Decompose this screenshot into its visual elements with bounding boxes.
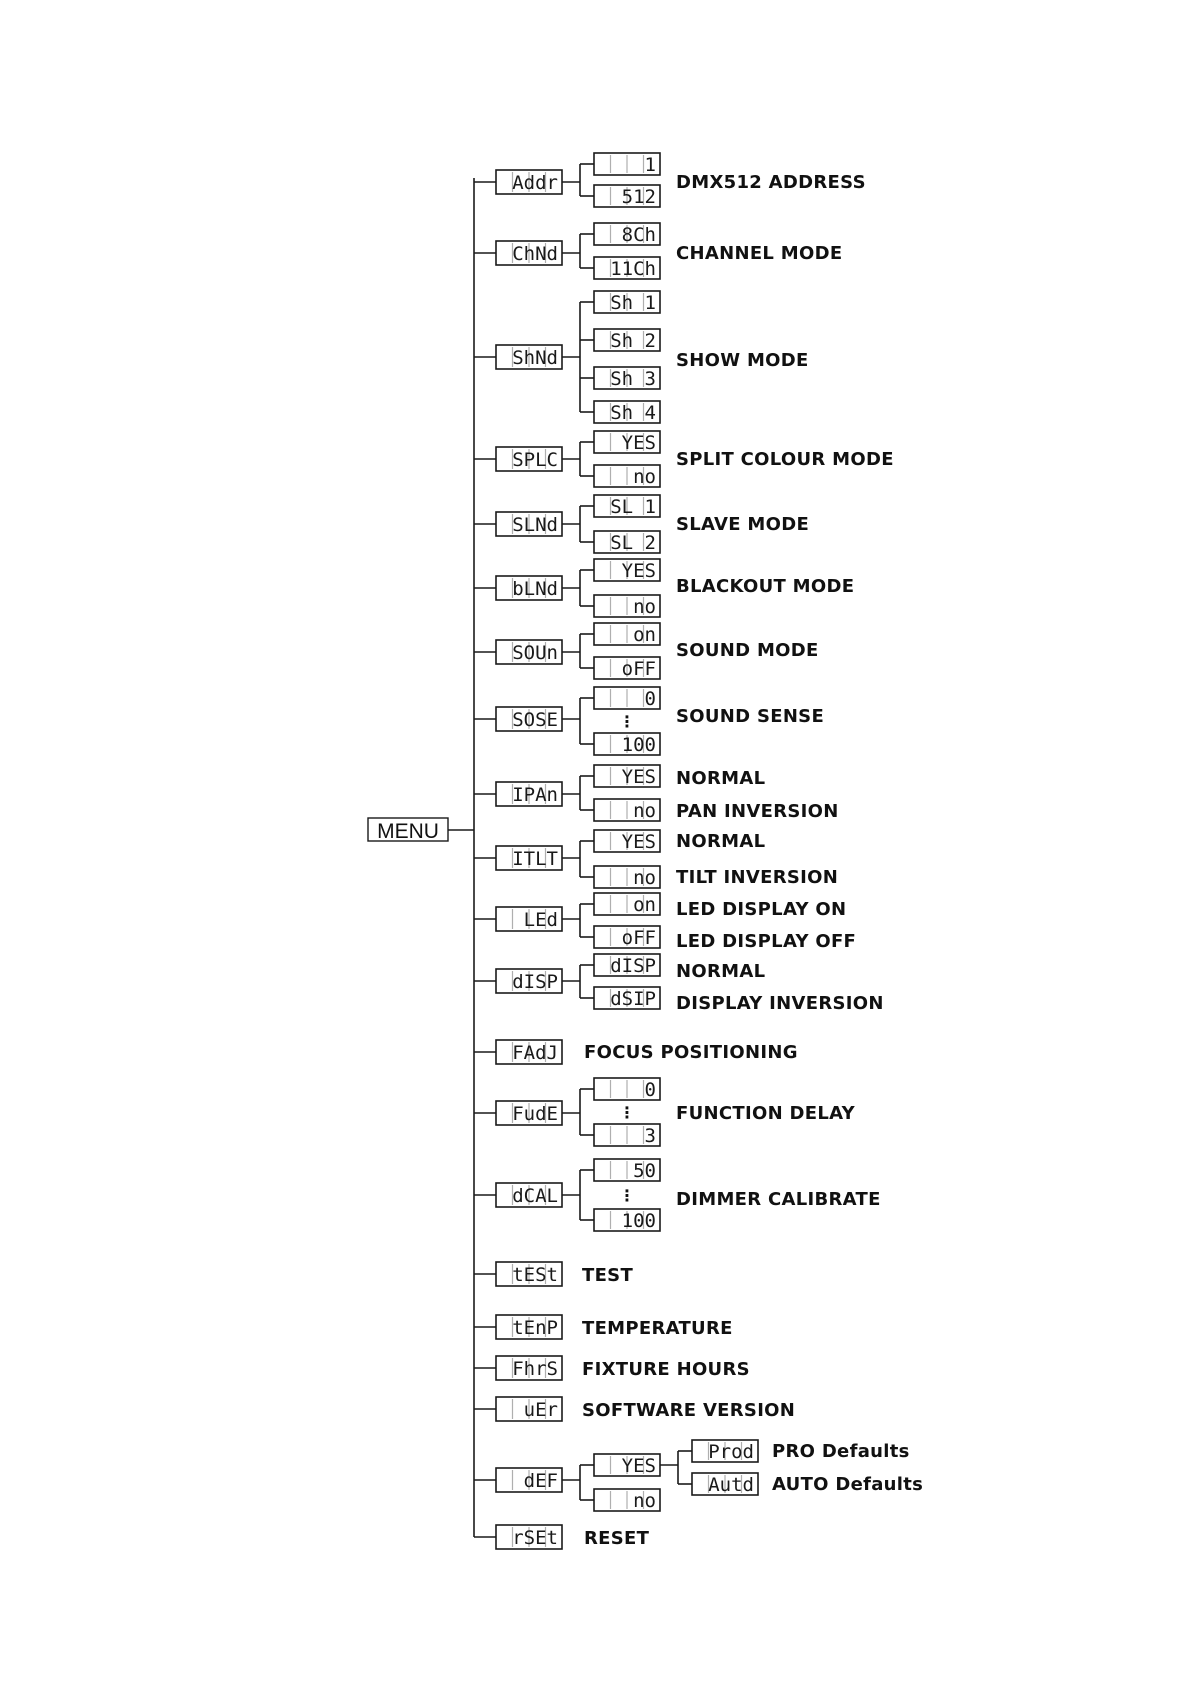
menu-code-display-text: ChNd	[512, 243, 558, 265]
option-display-text: no	[633, 1490, 656, 1512]
menu-code-display	[496, 1356, 562, 1380]
menu-item-chnd	[474, 223, 842, 280]
option-label: DMX512 ADDRESS	[676, 172, 866, 193]
option-display	[594, 531, 660, 554]
menu-code-display	[496, 1468, 562, 1492]
menu-item-blnd	[474, 559, 854, 618]
menu-code-display	[496, 969, 562, 993]
menu-item-fadj	[474, 1040, 798, 1064]
menu-item-dcal	[474, 1159, 881, 1232]
option-label: SPLIT COLOUR MODE	[676, 449, 894, 470]
menu-code-display	[496, 241, 562, 265]
option-display	[594, 559, 660, 582]
option-display-text: Sh 3	[610, 368, 656, 390]
option-label: DISPLAY INVERSION	[676, 993, 884, 1014]
option-label: NORMAL	[676, 768, 766, 789]
option-label: LED DISPLAY OFF	[676, 931, 857, 952]
option-display	[594, 329, 660, 352]
menu-item-uer	[474, 1397, 795, 1421]
menu-item-shnd	[474, 291, 809, 424]
option-label: RESET	[584, 1528, 650, 1549]
option-label: CHANNEL MODE	[676, 243, 843, 264]
menu-code-display	[496, 170, 562, 194]
option-label: TEMPERATURE	[582, 1318, 733, 1339]
option-display	[594, 1209, 660, 1232]
option-display	[594, 1454, 660, 1477]
option-display-text: no	[633, 596, 656, 618]
option-display-text: on	[633, 894, 656, 916]
option-display-text: oFF	[621, 927, 656, 949]
option-display	[594, 185, 660, 208]
menu-code-display-text: dEF	[523, 1470, 558, 1492]
option-label: FOCUS POSITIONING	[584, 1042, 798, 1063]
option-label: AUTO Defaults	[772, 1474, 924, 1495]
option-display-text: 50	[633, 1160, 656, 1182]
sub-option-display-text: Prod	[708, 1441, 754, 1463]
menu-items	[474, 153, 923, 1549]
sub-option-display-text: Autd	[708, 1474, 754, 1496]
option-display-text: dSIP	[610, 988, 656, 1010]
menu-code-display	[496, 576, 562, 600]
menu-item-fhrs	[474, 1356, 750, 1380]
option-display-text: 0	[644, 1079, 656, 1101]
menu-code-display-text: FudE	[512, 1103, 558, 1125]
option-display-text: YES	[621, 1455, 656, 1477]
menu-item-fude	[474, 1078, 856, 1147]
menu-item-test	[474, 1262, 633, 1286]
menu-code-display	[496, 1040, 562, 1064]
option-label: SOFTWARE VERSION	[582, 1400, 796, 1421]
menu-code-display	[496, 907, 562, 931]
menu-code-display-text: tESt	[512, 1264, 558, 1286]
menu-item-tenp	[474, 1315, 733, 1339]
option-display-text: no	[633, 466, 656, 488]
option-display	[594, 926, 660, 949]
option-label: SOUND MODE	[676, 640, 819, 661]
menu-code-display-text: tEnP	[512, 1317, 558, 1339]
option-display	[594, 987, 660, 1010]
menu-code-display-text: dCAL	[512, 1185, 558, 1207]
option-display-text: 512	[621, 186, 656, 208]
range-dots: ⋮	[619, 1103, 635, 1122]
option-display	[594, 866, 660, 889]
option-label: TILT INVERSION	[676, 867, 839, 888]
menu-code-display	[496, 707, 562, 731]
menu-item-addr	[474, 153, 866, 208]
menu-code-display-text: FhrS	[512, 1358, 558, 1380]
menu-code-display-text: rSEt	[512, 1527, 558, 1549]
option-display	[594, 1489, 660, 1512]
menu-code-display	[496, 782, 562, 806]
menu-code-display-text: SPLC	[512, 449, 558, 471]
menu-code-display-text: IPAn	[512, 784, 558, 806]
option-display	[594, 367, 660, 390]
menu-item-rset	[474, 1525, 650, 1549]
option-label: PAN INVERSION	[676, 801, 839, 822]
option-label: SLAVE MODE	[676, 514, 810, 535]
option-label: SOUND SENSE	[676, 706, 825, 727]
menu-item-soun	[474, 623, 819, 680]
option-display-text: YES	[621, 432, 656, 454]
menu-root	[368, 178, 474, 1537]
option-display	[594, 595, 660, 618]
option-display	[594, 153, 660, 176]
menu-code-display-text: SOSE	[512, 709, 558, 731]
menu-code-display	[496, 447, 562, 471]
menu-item-sose	[474, 687, 824, 756]
option-display	[594, 893, 660, 916]
menu-item-slnd	[474, 495, 809, 554]
menu-item-itlt	[474, 830, 838, 889]
option-display	[594, 830, 660, 853]
option-display	[594, 431, 660, 454]
option-label: FIXTURE HOURS	[582, 1359, 750, 1380]
menu-code-display	[496, 1397, 562, 1421]
option-display-text: SL 1	[610, 496, 656, 518]
option-display-text: Sh 4	[610, 402, 656, 424]
menu-code-display	[496, 1183, 562, 1207]
option-display	[594, 495, 660, 518]
option-display	[594, 223, 660, 246]
range-dots: ⋮	[619, 1186, 635, 1205]
menu-code-display-text: uEr	[523, 1399, 558, 1421]
option-label: NORMAL	[676, 831, 766, 852]
option-display	[594, 687, 660, 710]
menu-item-splc	[474, 431, 894, 488]
option-display-text: oFF	[621, 658, 656, 680]
menu-code-display	[496, 640, 562, 664]
option-display-text: YES	[621, 560, 656, 582]
menu-code-display	[496, 1101, 562, 1125]
option-label: SHOW MODE	[676, 350, 809, 371]
menu-code-display	[496, 345, 562, 369]
option-display-text: Sh 1	[610, 292, 656, 314]
menu-code-display-text: Addr	[512, 172, 558, 194]
option-label: PRO Defaults	[772, 1441, 910, 1462]
sub-option-display	[692, 1473, 758, 1496]
option-display	[594, 291, 660, 314]
menu-code-display-text: ShNd	[512, 347, 558, 369]
menu-code-display-text: dISP	[512, 971, 558, 993]
menu-code-display-text: FAdJ	[512, 1042, 558, 1064]
menu-code-display-text: SOUn	[512, 642, 558, 664]
option-display-text: 100	[621, 1210, 656, 1232]
option-label: LED DISPLAY ON	[676, 899, 847, 920]
option-display	[594, 733, 660, 756]
menu-item-led	[474, 893, 856, 952]
menu-code-display	[496, 1525, 562, 1549]
menu-code-display	[496, 1315, 562, 1339]
option-display-text: Sh 2	[610, 330, 656, 352]
option-display-text: YES	[621, 766, 656, 788]
option-display	[594, 1078, 660, 1101]
option-display-text: YES	[621, 831, 656, 853]
menu-code-display-text: ITLT	[512, 848, 558, 870]
option-display-text: SL 2	[610, 532, 656, 554]
option-display-text: 3	[644, 1125, 656, 1147]
option-display	[594, 465, 660, 488]
option-display	[594, 623, 660, 646]
menu-code-display	[496, 512, 562, 536]
option-display	[594, 257, 660, 280]
menu-code-display	[496, 1262, 562, 1286]
option-label: TEST	[582, 1265, 634, 1286]
option-display	[594, 765, 660, 788]
option-label: DIMMER CALIBRATE	[676, 1189, 881, 1210]
menu-item-disp	[474, 954, 884, 1014]
option-display-text: no	[633, 800, 656, 822]
option-display-text: dISP	[610, 955, 656, 977]
option-display-text: on	[633, 624, 656, 646]
menu-code-display-text: LEd	[523, 909, 558, 931]
sub-option-display	[692, 1440, 758, 1463]
range-dots: ⋮	[619, 712, 635, 731]
option-display-text: 0	[644, 688, 656, 710]
menu-root-label: MENU	[377, 820, 439, 843]
option-display	[594, 1159, 660, 1182]
option-display-text: 11Ch	[610, 258, 656, 280]
option-display	[594, 657, 660, 680]
menu-item-def	[474, 1440, 923, 1512]
option-label: BLACKOUT MODE	[676, 576, 855, 597]
menu-code-display-text: SLNd	[512, 514, 558, 536]
option-label: FUNCTION DELAY	[676, 1103, 855, 1124]
option-display-text: 8Ch	[621, 224, 656, 246]
menu-code-display	[496, 846, 562, 870]
option-display	[594, 401, 660, 424]
option-display-text: 100	[621, 734, 656, 756]
option-display	[594, 954, 660, 977]
option-display	[594, 799, 660, 822]
menu-code-display-text: bLNd	[512, 578, 558, 600]
option-display-text: no	[633, 867, 656, 889]
option-label: NORMAL	[676, 961, 766, 982]
menu-item-ipan	[474, 765, 839, 822]
option-display	[594, 1124, 660, 1147]
option-display-text: 1	[644, 154, 656, 176]
